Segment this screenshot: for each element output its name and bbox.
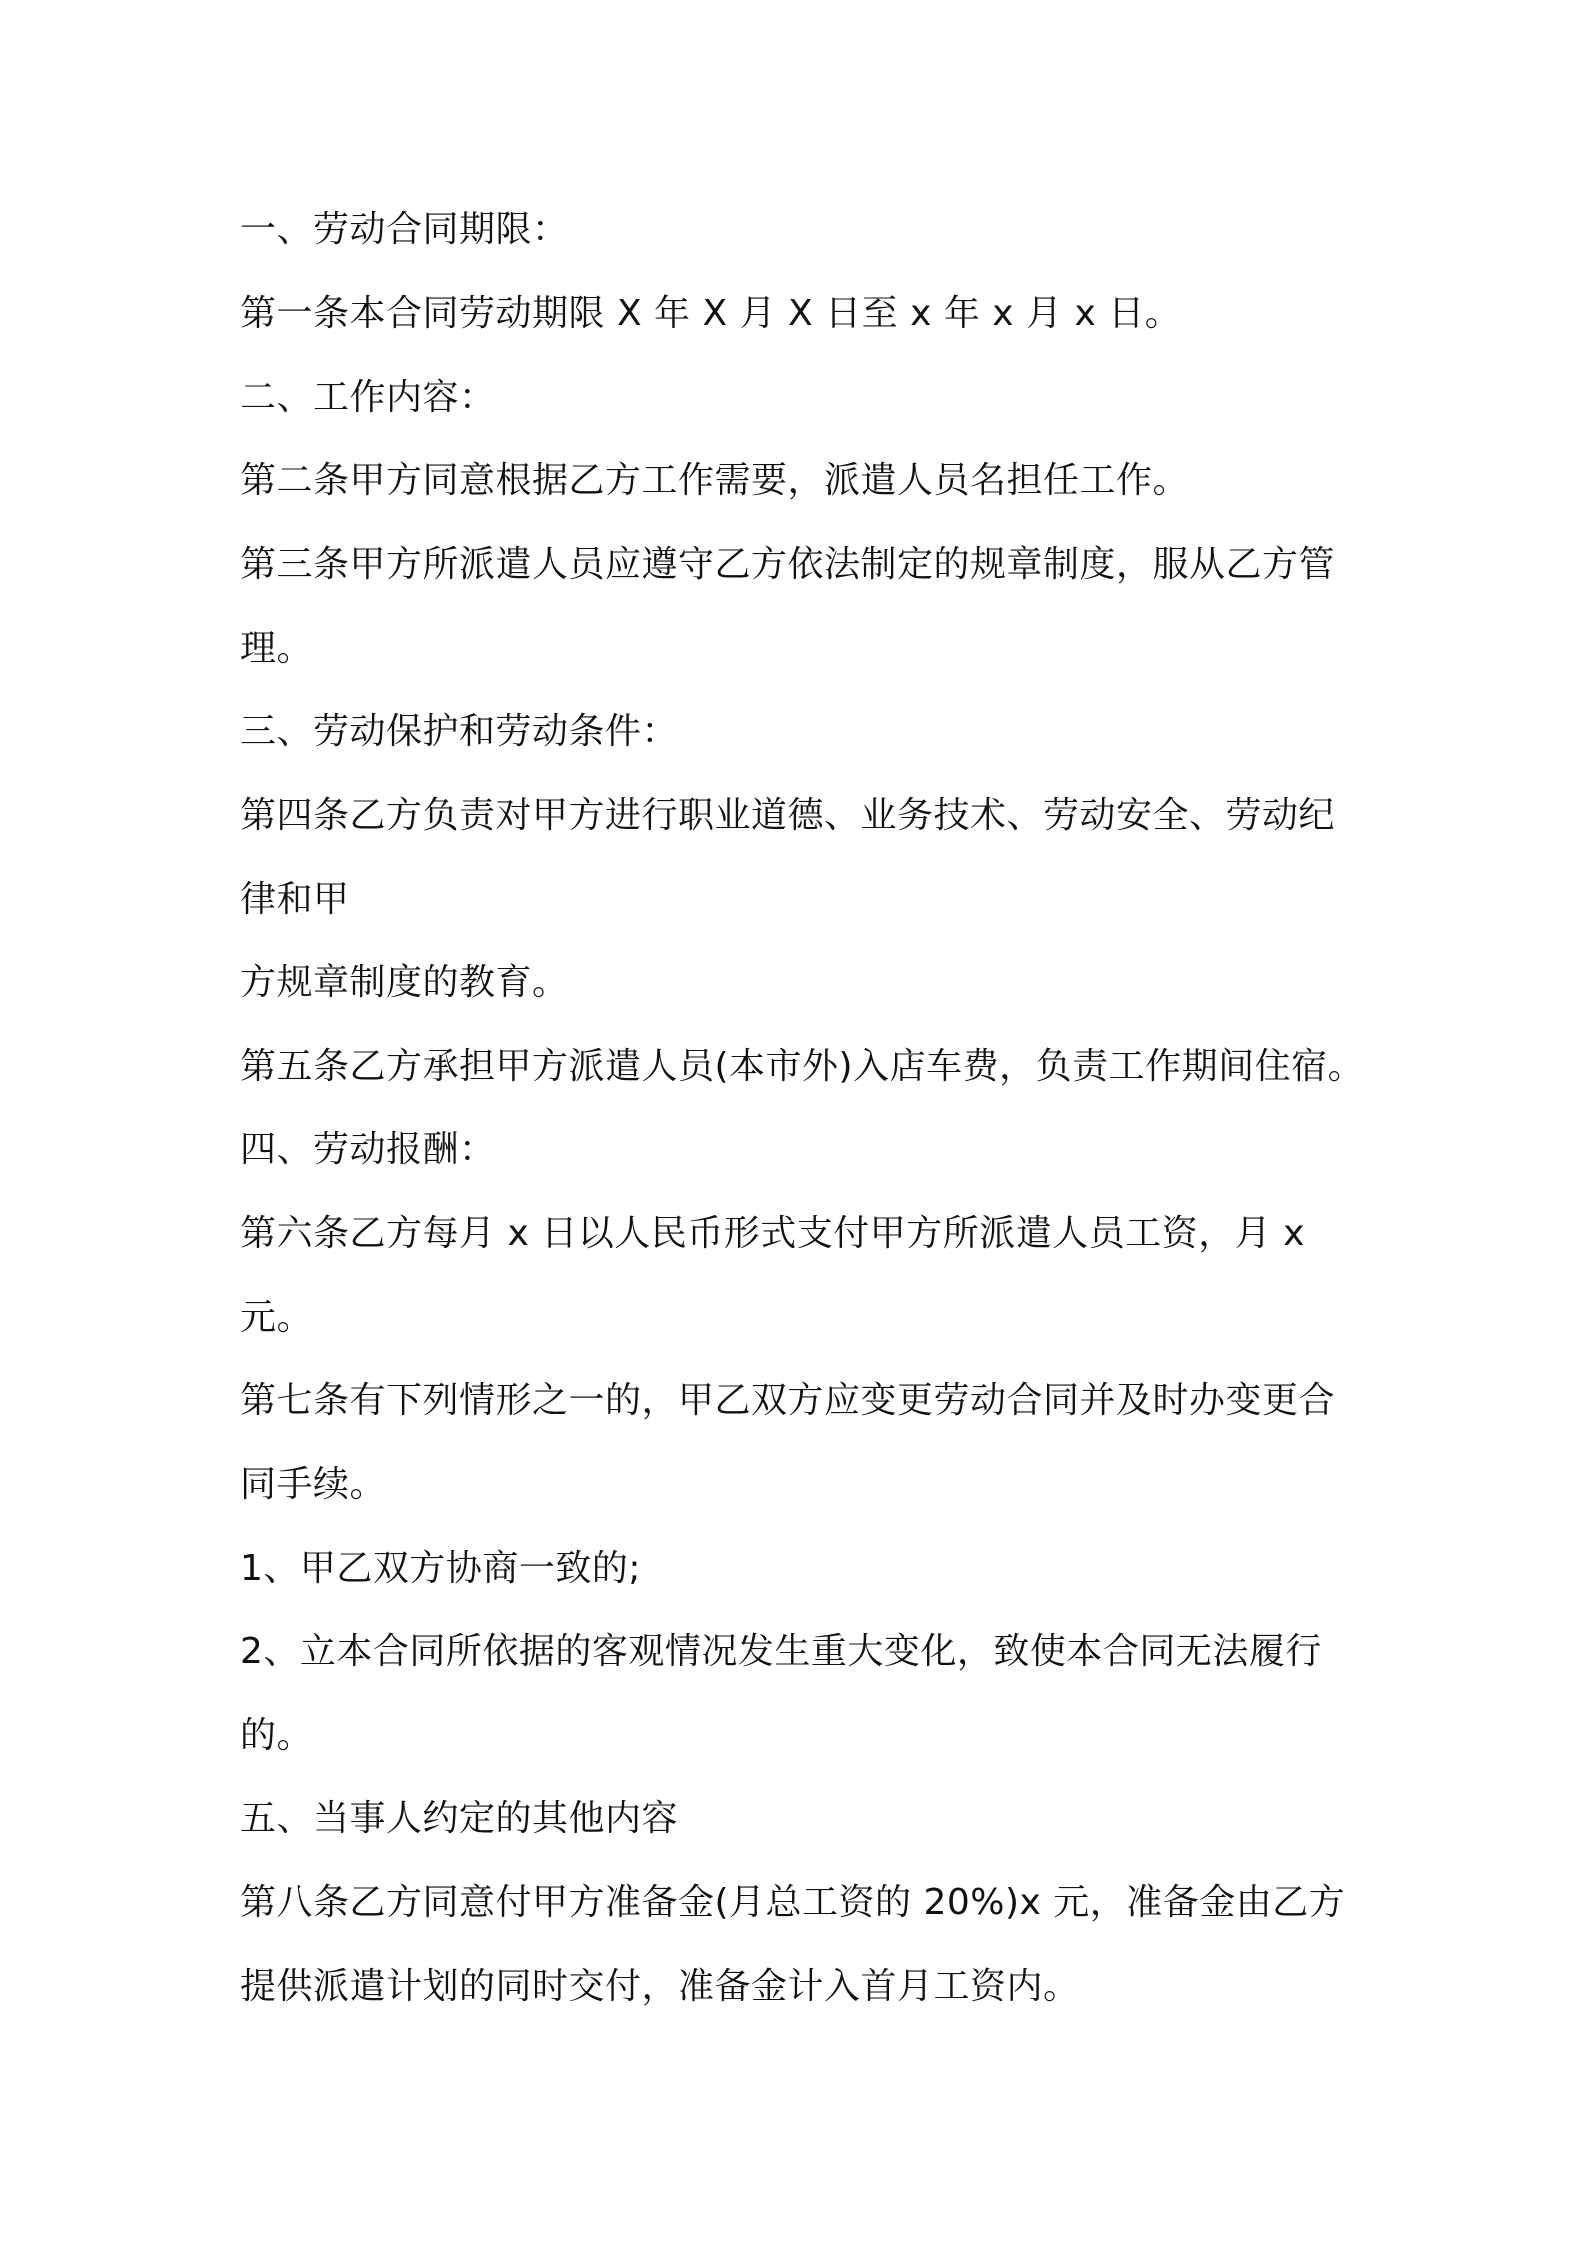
- article-2: 第二条甲方同意根据乙方工作需要，派遣人员名担任工作。: [240, 460, 1190, 501]
- article-4-line-2: 律和甲: [240, 879, 350, 920]
- article-8-line-2: 提供派遣计划的同时交付，准备金计入首月工资内。: [240, 1966, 1080, 2007]
- article-4-line-3: 方规章制度的教育。: [240, 962, 569, 1003]
- article-6-line-2: 元。: [240, 1297, 314, 1338]
- article-1: 第一条本合同劳动期限 X 年 X 月 X 日至 x 年 x 月 x 日。: [240, 293, 1182, 334]
- article-5: 第五条乙方承担甲方派遣人员(本市外)入店车费，负责工作期间住宿。: [240, 1046, 1365, 1087]
- article-4-line-1: 第四条乙方负责对甲方进行职业道德、业务技术、劳动安全、劳动纪: [240, 795, 1336, 836]
- article-8-line-1: 第八条乙方同意付甲方准备金(月总工资的 20%)x 元，准备金由乙方: [240, 1882, 1346, 1923]
- section-heading-2: 二、工作内容：: [240, 377, 496, 418]
- article-7-item-1: 1、甲乙双方协商一致的;: [240, 1548, 642, 1589]
- article-3-line-1: 第三条甲方所派遣人员应遵守乙方依法制定的规章制度，服从乙方管: [240, 544, 1336, 585]
- section-heading-1: 一、劳动合同期限：: [240, 209, 569, 250]
- section-heading-4: 四、劳动报酬：: [240, 1129, 496, 1170]
- section-heading-5: 五、当事人约定的其他内容: [240, 1798, 679, 1839]
- article-6-line-1: 第六条乙方每月 x 日以人民币形式支付甲方所派遣人员工资，月 x: [240, 1213, 1305, 1254]
- article-3-line-2: 理。: [240, 628, 314, 669]
- article-7-item-2-line-1: 2、立本合同所依据的客观情况发生重大变化，致使本合同无法履行: [240, 1631, 1322, 1672]
- article-7-line-1: 第七条有下列情形之一的，甲乙双方应变更劳动合同并及时办变更合: [240, 1380, 1336, 1421]
- section-heading-3: 三、劳动保护和劳动条件：: [240, 711, 679, 752]
- article-7-line-2: 同手续。: [240, 1464, 387, 1505]
- article-7-item-2-line-2: 的。: [240, 1715, 314, 1756]
